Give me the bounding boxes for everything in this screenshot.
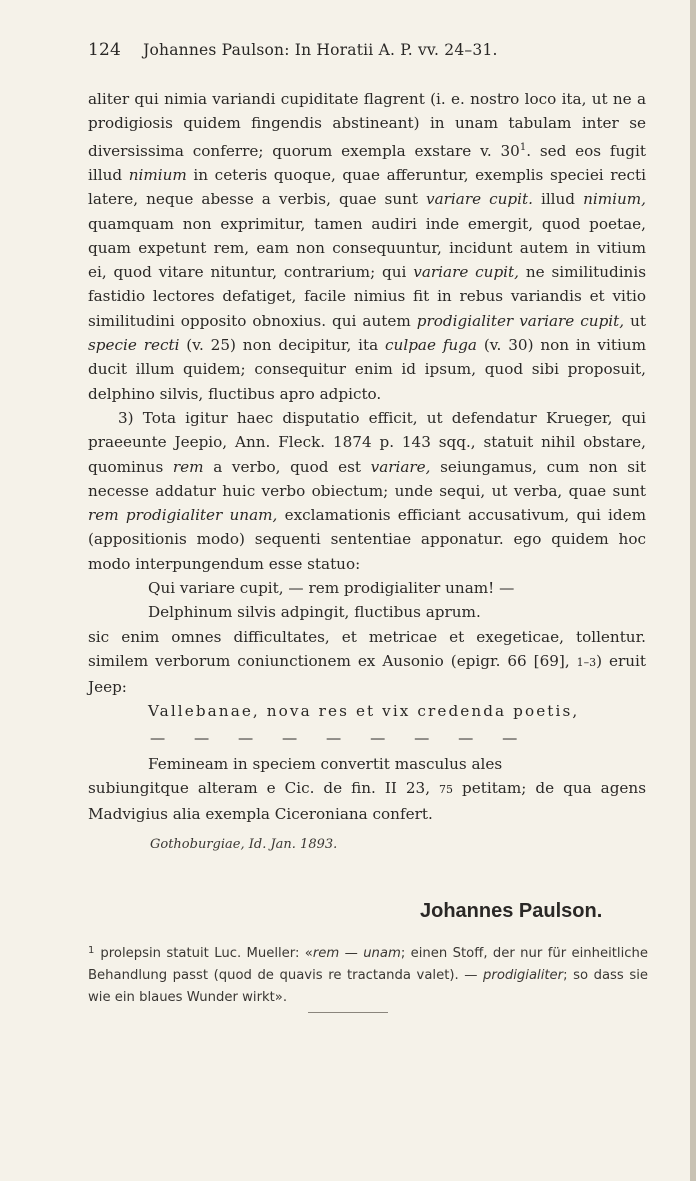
running-title: Johannes Paulson: In Horatii A. P. vv. 24–31. xyxy=(143,41,498,59)
text-run: a verbo, quod est xyxy=(203,457,371,476)
text-run: ) eruit Jeep: xyxy=(88,651,647,697)
paragraph xyxy=(88,625,646,700)
author-signature: Johannes Paulson. xyxy=(420,900,603,922)
italic-text: variare cupit. xyxy=(426,190,533,209)
small-numerals: 1–3 xyxy=(576,655,597,669)
italic-text: variare cupit, xyxy=(413,263,519,282)
text-run: sic enim omnes difficultates, et metricae et exegeticae, tollentur. similem verborum coniunctionem ex Ausonio (epigr. 66 [69], xyxy=(88,627,646,670)
text-run: seiungamus, cum non sit necesse addatur huic verbo obiectum; unde sequi, ut verba, quae sunt xyxy=(88,457,646,500)
text-run: ne similitudinis fastidio lectores defatiget, facile nimius fit in rebus variandis et vitio similitudini opposito obnoxius. qui autem xyxy=(88,263,646,330)
text-run: exclamationis efficiant accusativum, qui idem (appositionis modo) sequenti sententiae apponatur. ego quidem hoc modo interpungendum esse statuo: xyxy=(88,506,647,573)
footnote-ref: 1 xyxy=(519,141,527,153)
text-run: in ceteris quoque, quae afferuntur, exemplis speciei recti latere, neque abesse a verbis, quae sunt xyxy=(88,165,646,209)
text-run: ; so dass sie wie ein blaues Wunder wirkt». xyxy=(88,968,648,1005)
text-run: illud xyxy=(532,190,584,209)
italic-text: prodigialiter variare cupit, xyxy=(416,311,625,330)
text-run: . sed eos fugit illud xyxy=(88,141,646,184)
text-run: (v. 30) non in vitium ducit illum quidem; consequitur enim id ipsum, quod sibi proposuit, delphino silvis, fluctibus apro adpicto. xyxy=(88,336,646,403)
italic-text: rem — unam xyxy=(312,946,401,961)
paragraph xyxy=(88,87,646,406)
running-header xyxy=(88,40,628,60)
footnote-text xyxy=(88,946,648,1005)
verse-line: Vallebanae, nova res et vix credenda poetis, xyxy=(148,702,580,721)
verse-line: Delphinum silvis adpingit, fluctibus aprum. xyxy=(148,603,481,622)
small-numerals: 75 xyxy=(439,783,454,797)
place-date: Gothoburgiae, Id. Jan. 1893. xyxy=(150,836,338,852)
text-run: quamquam non exprimitur, tamen audiri inde emergit, quod poetae, quam expetunt rem, eam non consequuntur, incidunt autem in vitium ei, quod vitare nituntur, contrarium; qui xyxy=(88,214,646,282)
footnote-mark: 1 xyxy=(88,945,95,956)
footnote xyxy=(88,940,648,1009)
text-run: prolepsin statuit Luc. Mueller: « xyxy=(100,946,313,961)
paragraph xyxy=(88,406,646,576)
text-run: (v. 25) non decipitur, ita xyxy=(179,336,386,355)
text-run: subiungitque alteram e Cic. de fin. II 23, xyxy=(88,779,440,798)
paragraph xyxy=(88,776,646,827)
italic-text: rem prodigialiter unam, xyxy=(88,506,278,525)
verse-line: Qui variare cupit, — rem prodigialiter unam! — xyxy=(148,579,515,597)
italic-text: variare, xyxy=(370,457,431,476)
italic-text: culpae fuga xyxy=(385,336,477,355)
text-run: 3) Tota igitur haec disputatio efficit, ut defendatur Krueger, qui praeeunte Jeepio, Ann. Fleck. 1874 p. 143 sqq., statuit nihil obstare, quominus xyxy=(88,408,646,476)
text-run: ut xyxy=(624,311,646,330)
verse-omission-dashes: — — — — — — — — — xyxy=(150,728,530,747)
italic-text: nimium, xyxy=(583,190,646,209)
text-run: aliter qui nimia variandi cupiditate flagrent (i. e. nostro loco ita, ut ne a prodigiosis quidem fingendis abstineant) in unam tabulam inter se diversissima conferre; quorum exempla exstare v. 30 xyxy=(88,90,646,160)
verse-line: Femineam in speciem convertit masculus ales xyxy=(148,754,503,773)
separator-rule xyxy=(308,1012,388,1013)
italic-text: rem xyxy=(172,457,204,476)
italic-text: specie recti xyxy=(88,336,180,355)
italic-text: prodigialiter xyxy=(483,968,564,983)
italic-text: nimium xyxy=(128,165,187,184)
text-run: petitam; de qua agens Madvigius alia exempla Ciceroniana confert. xyxy=(88,779,646,824)
text-run: ; einen Stoff, der nur für einheitliche Behandlung passt (quod de quavis re tractanda valet). — xyxy=(88,946,648,983)
page-number: 124 xyxy=(88,40,122,60)
main-text xyxy=(88,87,646,857)
page-edge xyxy=(690,0,696,1181)
